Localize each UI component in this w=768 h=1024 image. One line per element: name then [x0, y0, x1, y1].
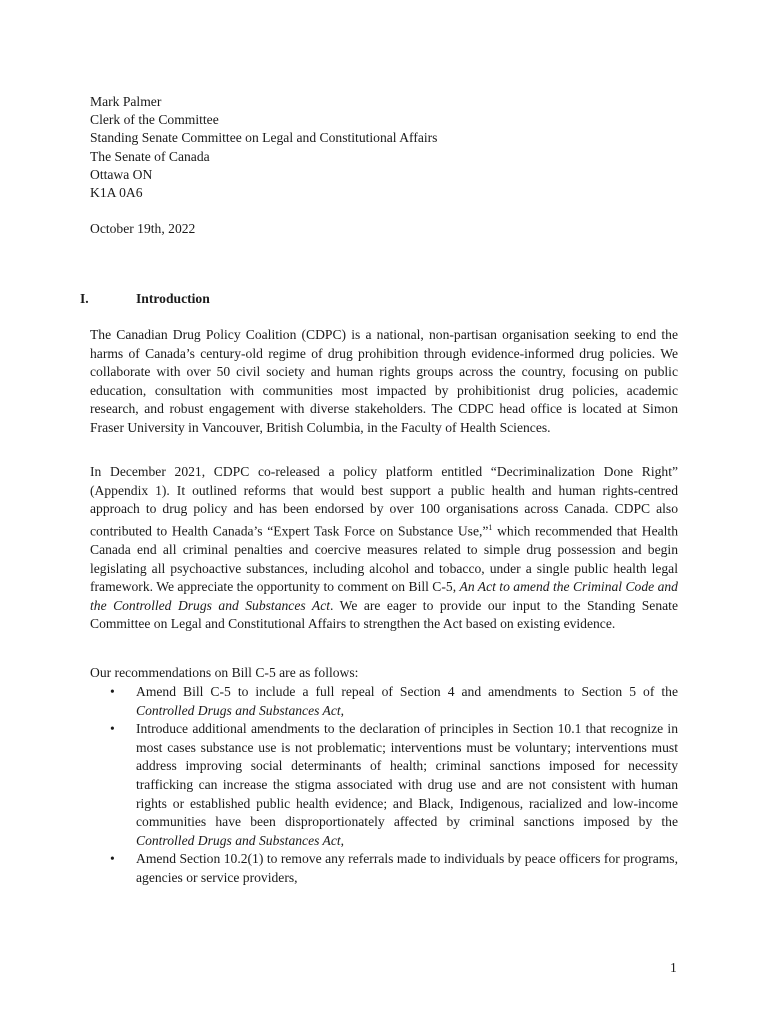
footnote-marker[interactable]: 1 [488, 522, 493, 532]
bill-title-italic: An Act to amend the Criminal Code and the Controlled Drugs and Substances Act [90, 579, 678, 613]
act-title-italic: Controlled Drugs and Substances Act [136, 702, 341, 718]
bullet-icon: • [110, 851, 115, 867]
section-number: I. [80, 291, 89, 306]
list-item-text: Introduce additional amendments to the declaration of principles in Section 10.1 that recognize in most cases substance use is not problematic; interventions must be voluntary; interventions must address improving social determinants of health; criminal sanctions imposed for necessity trafficking can increase the stigma associated with drug use and are not consistent with human rights or established public health evidence; and Black, Indigenous, racialized and low-income communities have been disproportionately affected by criminal sanctions imposed by the [136, 721, 678, 830]
list-item [90, 850, 678, 887]
paragraph-text: which recommended that Health Canada end all criminal penalties and coercive measures related to simple drug possession and begin legislating all psychoactive substances, including alcohol and tobacco, under a single public health legal framework. We appreciate the opportunity to comment on Bill C-5, [90, 523, 678, 595]
bullet-icon: • [110, 721, 115, 737]
background-paragraph [90, 463, 678, 634]
recommendations-list [90, 683, 678, 888]
paragraph-text: . We are eager to provide our input to the Standing Senate Committee on Legal and Constitutional Affairs to strengthen the Act based on existing evidence. [90, 597, 678, 632]
recipient-committee: Standing Senate Committee on Legal and Constitutional Affairs [90, 130, 438, 146]
list-item-text: Amend Section 10.2(1) to remove any referrals made to individuals by peace officers for programs, agencies or service providers, [136, 851, 678, 885]
recipient-name: Mark Palmer [90, 94, 162, 109]
list-item [90, 720, 678, 850]
recipient-postal-code: K1A 0A6 [90, 185, 143, 201]
recipient-organization: The Senate of Canada [90, 148, 210, 164]
section-heading [80, 290, 210, 308]
recipient-title: Clerk of the Committee [90, 112, 219, 128]
bullet-icon: • [110, 684, 115, 699]
recommendations-intro: Our recommendations on Bill C-5 are as follows: [90, 665, 359, 680]
list-item-text: Amend Bill C-5 to include a full repeal of Section 4 and amendments to Section 5 of the [136, 684, 678, 699]
intro-paragraph: The Canadian Drug Policy Coalition (CDPC) is a national, non-partisan organisation seeking to end the harms of Canada’s century-old regime of drug prohibition through evidence-informed drug policies. We collaborate with over 50 civil society and human rights groups across the country, focusing on public education, consultation with communities most impacted by prohibitionist drug policies, academic research, and robust engagement with diverse stakeholders. The CDPC head office is located at Simon Fraser University in Vancouver, British Columbia, in the Faculty of Health Sciences. [90, 327, 678, 435]
list-item [90, 683, 678, 720]
act-title-italic: Controlled Drugs and Substances Act [136, 832, 341, 848]
paragraph-text: In December 2021, CDPC co-released a policy platform entitled “Decriminalization Done Right” (Appendix 1). It outlined reforms that would best support a public health and human rights-centred approach to drug policy and has been endorsed by over 100 organisations across Canada. CDPC also contributed to Health Canada’s “Expert Task Force on Substance Use,” [90, 464, 678, 539]
list-item-tail: , [340, 832, 345, 848]
recipient-address-block [90, 93, 437, 238]
list-item-tail: , [340, 702, 345, 718]
section-title: Introduction [136, 291, 210, 306]
letter-date: October 19th, 2022 [90, 221, 196, 237]
page-number: 1 [670, 960, 677, 975]
recipient-city: Ottawa ON [90, 166, 153, 182]
